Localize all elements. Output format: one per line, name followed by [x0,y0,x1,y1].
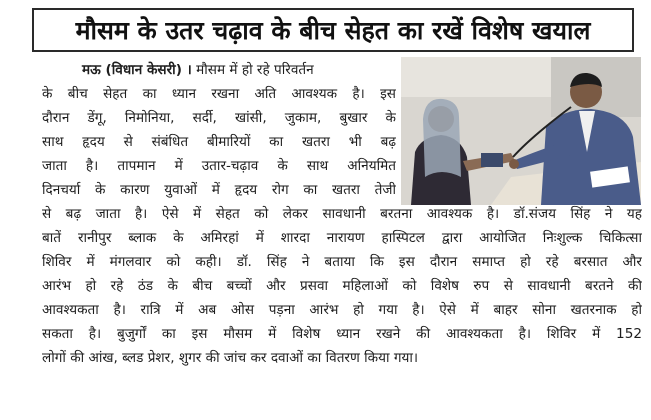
article-line-8: बातें रानीपुर ब्लाक के अमिरहां में शारदा नारायण हास्पिटल द्वारा आयोजित निःशुल्क चिकित्सा [42,230,642,246]
article-line-11: आवश्यकता है। रात्रि में अब ओस पड़ना आरंभ हो गया है। ऐसे में बाहर सोना खतरनाक हो [42,302,642,318]
headline [32,8,634,52]
article-line-13: लोगों की आंख, ब्लड प्रेशर, शुगर की जांच कर दवाओं का वितरण किया गया। [42,350,419,366]
article-line-2: के बीच सेहत का ध्यान रखना अति आवश्यक है। इस [42,86,396,102]
article-line-7: से बढ़ जाता है। ऐसे में सेहत को लेकर सावधानी बरतना आवश्यक है। डॉ.संजय सिंह ने यह [42,206,642,222]
article-photo [401,57,641,205]
dateline: मऊ (विधान केसरी) । [82,62,192,78]
article-line-10: आरंभ हो रहे ठंड के बीच बच्चों और प्रसवा महिलाओं को विशेष रुप से सावधानी बरतने की [42,278,642,294]
article-line-1: मऊ (विधान केसरी) । मौसम में हो रहे परिवर्तन [82,62,314,78]
article-line-9: शिविर में मंगलवार को कही। डॉ. सिंह ने बताया कि इस दौरान समाप्त हो रहे बरसात और [42,254,642,270]
article-line-3: दौरान डेंगू, निमोनिया, सर्दी, खांसी, जुकाम, बुखार के [42,110,396,126]
headline-text: मौसम के उतर चढ़ाव के बीच सेहत का रखें विशेष खयाल [75,16,591,45]
article-line-6: दिनचर्या के कारण युवाओं में हृदय रोग का खतरा तेजी [42,182,396,198]
article-line-4: साथ हृदय से संबंधित बीमारियों का खतरा भी बढ़ [42,134,396,150]
article-line-12: सकता है। बुजुर्गों का इस मौसम में विशेष ध्यान रखने की आवश्यकता है। शिविर में 152 [42,326,642,342]
article-line-5: जाता है। तापमान में उतार-चढ़ाव के साथ अनियमित [42,158,396,174]
